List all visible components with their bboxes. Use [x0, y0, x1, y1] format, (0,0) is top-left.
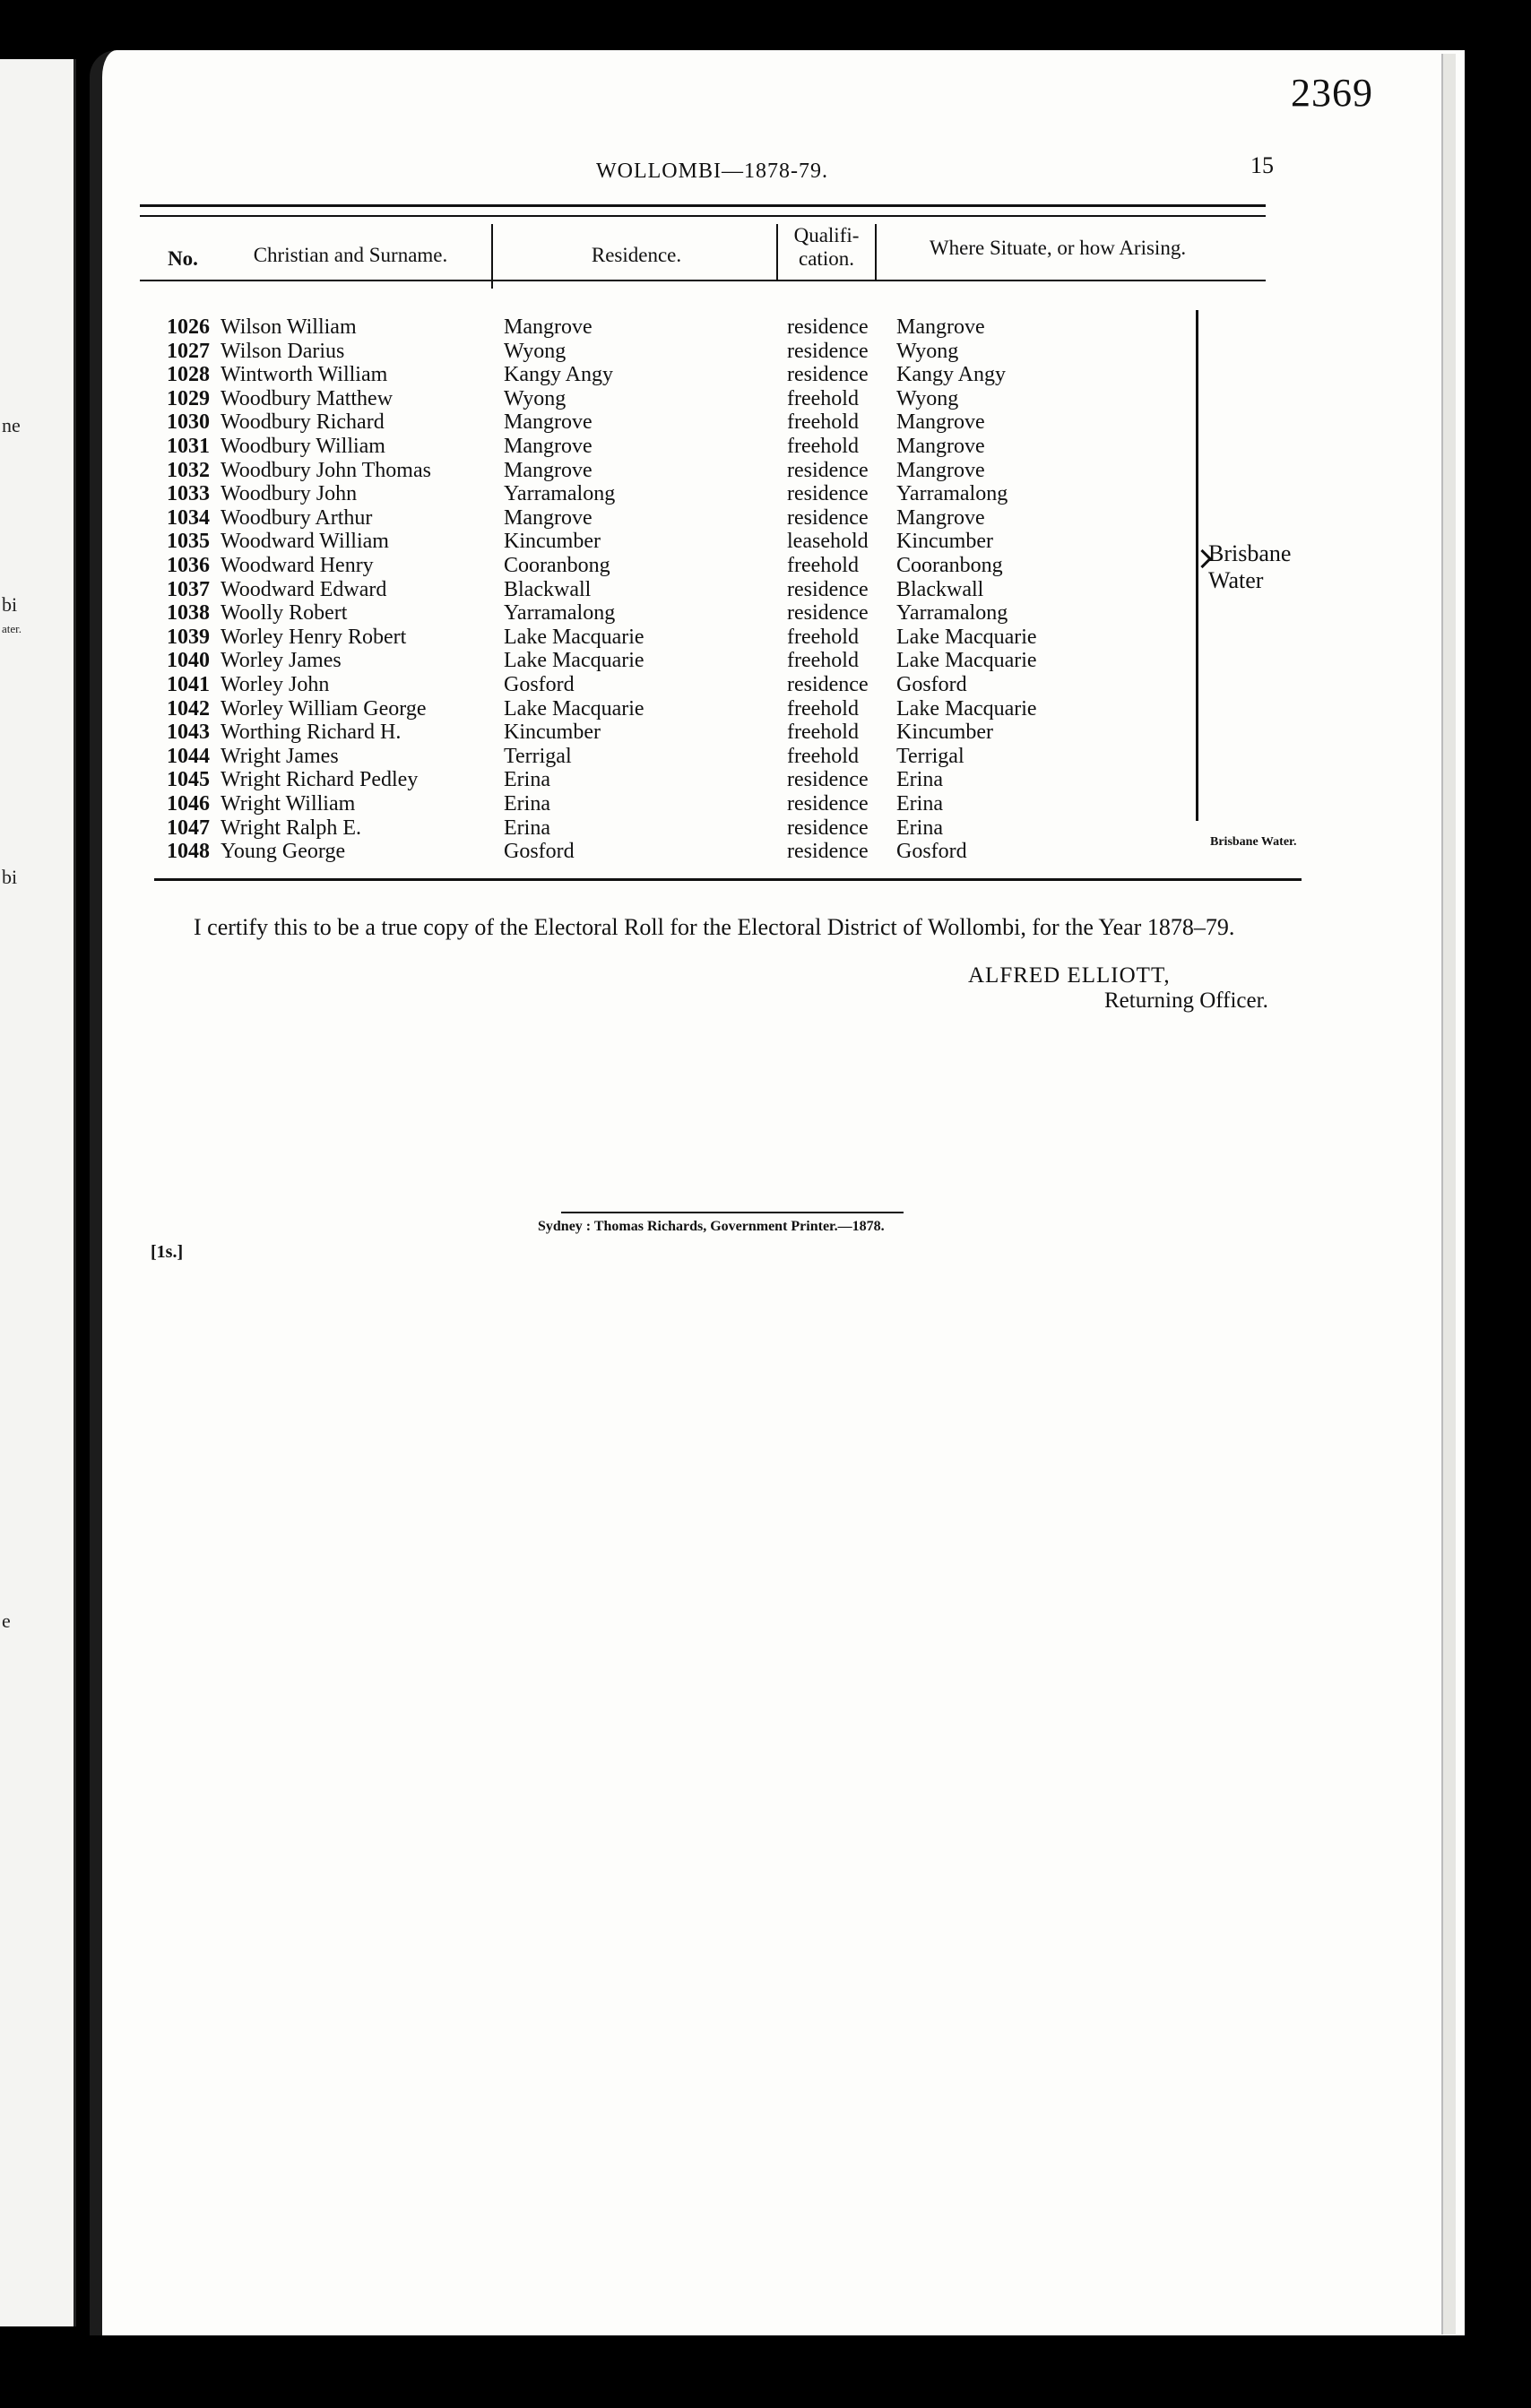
- elector-number: 1046: [167, 792, 210, 816]
- elector-qualification: freehold: [787, 554, 859, 577]
- elector-name: Woodbury Matthew: [221, 387, 394, 410]
- elector-residence: Mangrove: [504, 459, 593, 482]
- table-row: [0, 792, 1531, 816]
- elector-name: Wright James: [221, 745, 339, 768]
- elector-qualification: freehold: [787, 435, 859, 458]
- elector-name: Woolly Robert: [221, 601, 348, 625]
- elector-qualification: freehold: [787, 721, 859, 744]
- elector-residence: Yarramalong: [504, 601, 616, 625]
- elector-qualification: freehold: [787, 745, 859, 768]
- elector-name: Woodward Edward: [221, 578, 387, 601]
- table-row: [0, 435, 1531, 458]
- table-row: [0, 673, 1531, 696]
- elector-number: 1037: [167, 578, 210, 601]
- elector-number: 1036: [167, 554, 210, 577]
- property-location: Lake Macquarie: [896, 626, 1037, 649]
- elector-name: Woodward Henry: [221, 554, 374, 577]
- brace-bracket: [1181, 310, 1198, 821]
- elector-residence: Kangy Angy: [504, 363, 613, 386]
- plate-mark: [1s.]: [151, 1242, 184, 1262]
- elector-name: Worley Henry Robert: [221, 626, 407, 649]
- elector-qualification: residence: [787, 816, 869, 840]
- property-location: Lake Macquarie: [896, 697, 1037, 721]
- property-location: Wyong: [896, 387, 959, 410]
- elector-residence: Lake Macquarie: [504, 697, 644, 721]
- fragment-text: e: [2, 1610, 11, 1632]
- elector-name: Wright William: [221, 792, 356, 816]
- elector-number: 1026: [167, 315, 210, 339]
- elector-number: 1028: [167, 363, 210, 386]
- table-row: [0, 340, 1531, 363]
- elector-number: 1048: [167, 840, 210, 863]
- elector-name: Wilson Darius: [221, 340, 345, 363]
- elector-name: Woodbury John: [221, 482, 358, 505]
- elector-number: 1033: [167, 482, 210, 505]
- property-location: Mangrove: [896, 506, 985, 530]
- table-row: [0, 410, 1531, 434]
- property-location: Kincumber: [896, 530, 993, 553]
- property-location: Wyong: [896, 340, 959, 363]
- elector-name: Woodbury Richard: [221, 410, 385, 434]
- property-location: Kincumber: [896, 721, 993, 744]
- elector-residence: Erina: [504, 792, 550, 816]
- elector-qualification: freehold: [787, 626, 859, 649]
- property-location: Erina: [896, 816, 943, 840]
- elector-residence: Mangrove: [504, 410, 593, 434]
- elector-number: 1045: [167, 768, 210, 791]
- table-row: [0, 816, 1531, 840]
- elector-residence: Wyong: [504, 387, 567, 410]
- table-row: [0, 840, 1531, 863]
- property-location: Gosford: [896, 840, 967, 863]
- table-row: [0, 721, 1531, 744]
- property-location: Mangrove: [896, 410, 985, 434]
- elector-number: 1038: [167, 601, 210, 625]
- elector-residence: Mangrove: [504, 315, 593, 339]
- elector-name: Young George: [221, 840, 346, 863]
- elector-number: 1027: [167, 340, 210, 363]
- fragment-text: ater.: [2, 622, 22, 635]
- brace-label: [1208, 540, 1291, 594]
- column-divider: [776, 224, 778, 281]
- elector-qualification: freehold: [787, 387, 859, 410]
- certification-text: I certify this to be a true copy of the Electoral Roll for the Electoral District of Wollombi, for the Year 1878–79.: [194, 914, 1235, 940]
- property-location: Terrigal: [896, 745, 964, 768]
- table-row: [0, 482, 1531, 505]
- elector-qualification: residence: [787, 482, 869, 505]
- table-bottom-rule: [154, 878, 1302, 881]
- elector-number: 1043: [167, 721, 210, 744]
- elector-name: Worley John: [221, 673, 330, 696]
- elector-residence: Kincumber: [504, 721, 601, 744]
- header-no: No.: [168, 247, 198, 270]
- header-top-rule: [140, 204, 1266, 207]
- property-location: Yarramalong: [896, 482, 1008, 505]
- header-qualification-line1: Qualifi-: [793, 224, 860, 246]
- table-row: [0, 745, 1531, 768]
- elector-number: 1041: [167, 673, 210, 696]
- elector-residence: Blackwall: [504, 578, 592, 601]
- elector-residence: Gosford: [504, 673, 575, 696]
- running-title: WOLLOMBI—1878-79.: [596, 160, 828, 183]
- elector-name: Wright Ralph E.: [221, 816, 362, 840]
- fragment-text: ne: [2, 414, 21, 436]
- property-location: Mangrove: [896, 315, 985, 339]
- elector-residence: Lake Macquarie: [504, 649, 644, 672]
- property-location: Mangrove: [896, 459, 985, 482]
- elector-name: Woodbury John Thomas: [221, 459, 431, 482]
- header-qualification: [780, 224, 873, 271]
- elector-qualification: residence: [787, 840, 869, 863]
- elector-name: Worthing Richard H.: [221, 721, 402, 744]
- elector-residence: Yarramalong: [504, 482, 616, 505]
- elector-number: 1040: [167, 649, 210, 672]
- header-name: Christian and Surname.: [253, 244, 448, 266]
- elector-number: 1032: [167, 459, 210, 482]
- column-divider: [875, 224, 877, 281]
- fragment-text: bi: [2, 866, 18, 888]
- elector-name: Wright Richard Pedley: [221, 768, 419, 791]
- elector-residence: Lake Macquarie: [504, 626, 644, 649]
- folio-number: 2369: [1291, 71, 1373, 115]
- table-row: [0, 649, 1531, 672]
- brace-label-line1: Brisbane: [1208, 540, 1292, 566]
- header-bottom-rule: [140, 280, 1266, 281]
- elector-qualification: residence: [787, 506, 869, 530]
- column-divider: [491, 224, 493, 289]
- elector-qualification: residence: [787, 578, 869, 601]
- table-row: [0, 459, 1531, 482]
- elector-number: 1035: [167, 530, 210, 553]
- property-location: Gosford: [896, 673, 967, 696]
- elector-name: Worley James: [221, 649, 342, 672]
- elector-number: 1047: [167, 816, 210, 840]
- elector-residence: Erina: [504, 768, 550, 791]
- property-location: Kangy Angy: [896, 363, 1006, 386]
- table-row: [0, 578, 1531, 601]
- elector-number: 1039: [167, 626, 210, 649]
- elector-name: Woodbury Arthur: [221, 506, 373, 530]
- elector-qualification: residence: [787, 315, 869, 339]
- table-row: [0, 554, 1531, 577]
- table-row: [0, 387, 1531, 410]
- printer-rule: [561, 1212, 904, 1213]
- elector-number: 1031: [167, 435, 210, 458]
- property-location: Lake Macquarie: [896, 649, 1037, 672]
- table-row: [0, 601, 1531, 625]
- signatory-name: ALFRED ELLIOTT,: [968, 963, 1171, 988]
- printer-imprint: Sydney : Thomas Richards, Government Printer.—1878.: [538, 1219, 885, 1234]
- property-location: Blackwall: [896, 578, 984, 601]
- elector-qualification: residence: [787, 340, 869, 363]
- brace-label-line2: Water: [1208, 567, 1264, 593]
- elector-qualification: freehold: [787, 697, 859, 721]
- elector-residence: Cooranbong: [504, 554, 610, 577]
- property-location: Erina: [896, 768, 943, 791]
- elector-residence: Erina: [504, 816, 550, 840]
- elector-qualification: freehold: [787, 649, 859, 672]
- table-row: [0, 626, 1531, 649]
- elector-qualification: leasehold: [787, 530, 869, 553]
- last-row-note: Brisbane Water.: [1210, 835, 1297, 849]
- table-row: [0, 363, 1531, 386]
- elector-qualification: residence: [787, 601, 869, 625]
- elector-number: 1030: [167, 410, 210, 434]
- property-location: Yarramalong: [896, 601, 1008, 625]
- elector-number: 1034: [167, 506, 210, 530]
- property-location: Erina: [896, 792, 943, 816]
- elector-residence: Gosford: [504, 840, 575, 863]
- header-residence: Residence.: [591, 244, 682, 266]
- header-top-rule-thin: [140, 215, 1266, 217]
- page-number: 15: [1250, 152, 1274, 178]
- elector-name: Worley William George: [221, 697, 427, 721]
- table-row: [0, 315, 1531, 339]
- elector-name: Woodbury William: [221, 435, 385, 458]
- table-row: [0, 506, 1531, 530]
- table-row: [0, 697, 1531, 721]
- elector-number: 1044: [167, 745, 210, 768]
- elector-qualification: freehold: [787, 410, 859, 434]
- property-location: Cooranbong: [896, 554, 1003, 577]
- elector-number: 1042: [167, 697, 210, 721]
- elector-residence: Mangrove: [504, 435, 593, 458]
- elector-residence: Wyong: [504, 340, 567, 363]
- elector-residence: Terrigal: [504, 745, 572, 768]
- elector-name: Woodward William: [221, 530, 389, 553]
- elector-name: Wintworth William: [221, 363, 388, 386]
- header-where: Where Situate, or how Arising.: [929, 237, 1187, 259]
- elector-qualification: residence: [787, 673, 869, 696]
- header-qualification-line2: cation.: [799, 247, 854, 270]
- elector-number: 1029: [167, 387, 210, 410]
- elector-residence: Mangrove: [504, 506, 593, 530]
- elector-qualification: residence: [787, 792, 869, 816]
- fragment-text: bi: [2, 593, 18, 616]
- table-row: [0, 530, 1531, 553]
- elector-residence: Kincumber: [504, 530, 601, 553]
- property-location: Mangrove: [896, 435, 985, 458]
- elector-qualification: residence: [787, 768, 869, 791]
- table-row: [0, 768, 1531, 791]
- elector-name: Wilson William: [221, 315, 357, 339]
- elector-qualification: residence: [787, 363, 869, 386]
- signatory-title: Returning Officer.: [1104, 988, 1268, 1013]
- elector-qualification: residence: [787, 459, 869, 482]
